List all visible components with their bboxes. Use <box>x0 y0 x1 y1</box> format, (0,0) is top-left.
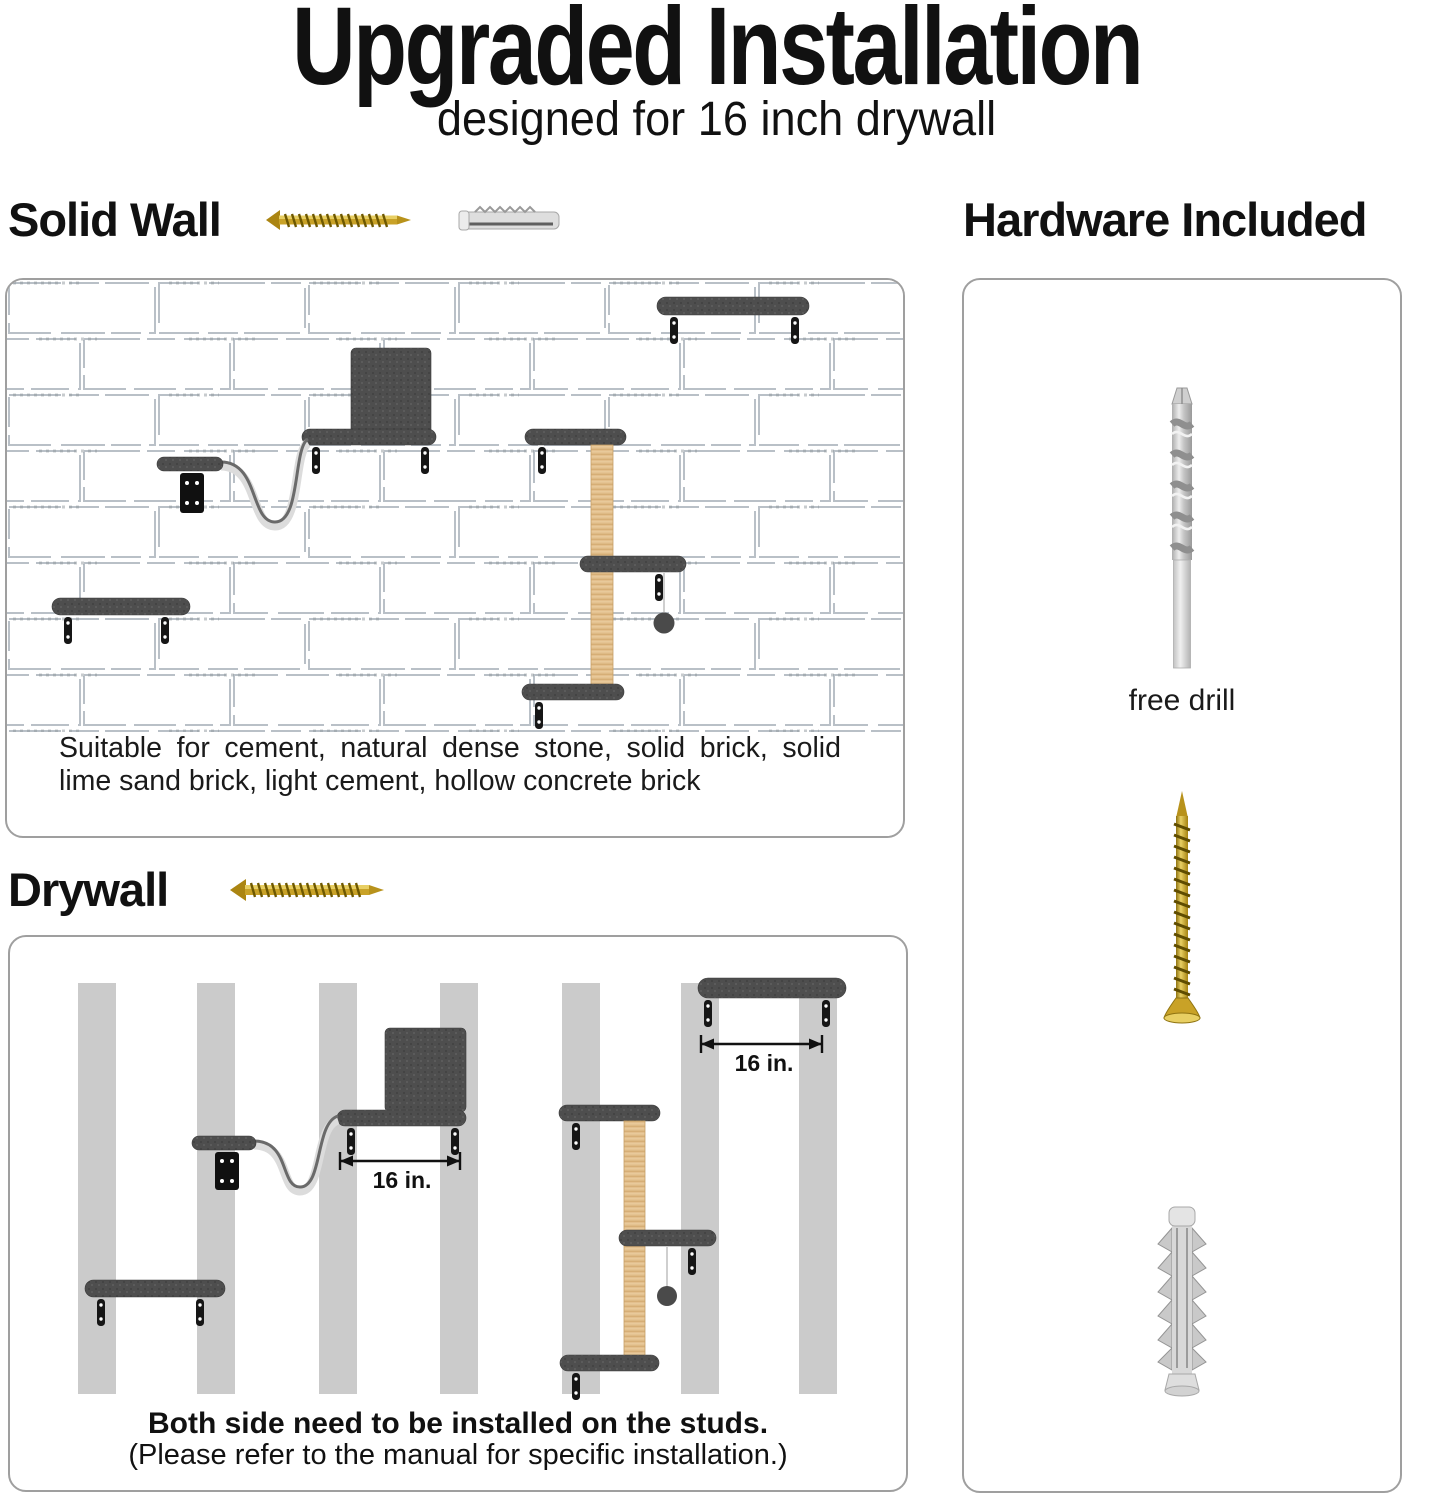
solid-wall-diagram <box>5 278 905 838</box>
wall-anchor-item-icon <box>1142 1204 1222 1405</box>
shelf-dimension-label: 16 in. <box>734 1050 794 1076</box>
hardware-panel <box>962 278 1402 1493</box>
solid-wall-heading <box>8 192 565 247</box>
drill-bit-icon <box>1147 386 1217 675</box>
brick-wall <box>7 280 903 732</box>
drywall-diagram <box>8 935 908 1492</box>
solid-wall-caption: Suitable for cement, natural dense stone, solid brick, solid lime sand brick, light cement, hollow concrete brick <box>59 732 841 798</box>
cube-dimension-label: 16 in. <box>372 1167 432 1193</box>
screw-icon <box>263 205 413 235</box>
toy-ball <box>657 1286 677 1306</box>
drywall-notes <box>10 1407 906 1472</box>
cat-shelf <box>698 978 846 1027</box>
wall-anchor-icon <box>455 204 565 236</box>
drywall-heading-label: Drywall <box>8 863 169 916</box>
screw-item-icon <box>1147 788 1217 1045</box>
free-drill-label: free drill <box>1128 684 1236 717</box>
drywall-note-plain: (Please refer to the manual for specific installation.) <box>128 1439 788 1471</box>
page-subtitle: designed for 16 inch drywall <box>437 93 997 146</box>
screw-icon <box>226 873 386 907</box>
page-title: Upgraded Installation <box>292 0 1142 108</box>
hardware-heading <box>963 192 1367 247</box>
drywall-heading <box>8 862 386 917</box>
drywall-note-bold: Both side need to be installed on the studs. <box>147 1407 769 1440</box>
toy-ball <box>654 613 675 634</box>
hardware-heading-label: Hardware Included <box>963 193 1367 246</box>
solid-wall-heading-label: Solid Wall <box>8 193 221 246</box>
